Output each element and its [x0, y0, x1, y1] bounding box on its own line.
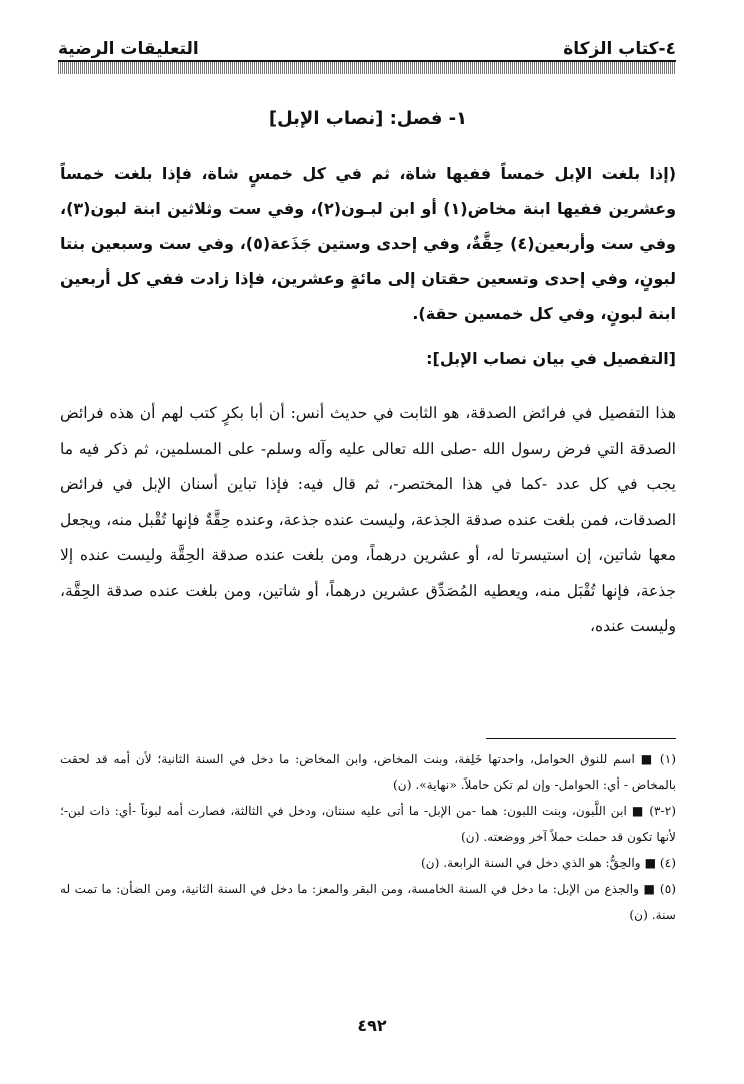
footnote: (٥) ■ والجذع من الإبل: ما دخل في السنة الخامسة، ومن البقر والمعز: ما دخل في السنة الثانية، ومن الضأن: ما تمت له سنة. (ن) [60, 882, 676, 922]
section-title: ١- فصل: [نصاب الإبل] [268, 108, 468, 129]
footnote: (٤) ■ والحِقُّ: هو الذي دخل في السنة الرابعة. (ن) [420, 856, 676, 870]
matn-paragraph: (إذا بلغت الإبل خمساً ففيها شاة، ثم في كل خمسٍ شاة، فإذا بلغت خمساً وعشرين ففيها ابنة مخاض(١) أو ابن لبـون(٢)، وفي ست وثلاثين ابنة لبون(٣)، وفي ست وأربعين(٤) حِقَّةٌ، وفي إحدى وستين جَذَعة(٥)، وفي ست وسبعين بنتا لبونٍ، وفي إحدى وتسعين حقتان إلى مائةٍ وعشرين، فإذا زادت ففي كل أربعين ابنة لبونٍ، وفي كل خمسين حقة). [60, 164, 677, 323]
commentary-paragraph: هذا التفصيل في فرائض الصدقة، هو الثابت في حديث أنس: أن أبا بكرٍ كتب لهم أن هذه فرائض الصدقة التي فرض رسول الله -صلى الله تعالى عليه وآله وسلم- على المسلمين، ثم ذكر فيه ما يجب في كل عدد -كما في هذا المختصر-، ثم قال فيه: فإذا تباين أسنان الإبل في فرائض الصدقات، فمن بلغت عنده صدقة الجذعة، وليست عنده جذعة، وعنده حِقَّةٌ فإنها تُقْبل منه، ويجعل معها شاتين، إن استيسرتا له، أو عشرين درهماً، ومن بلغت عنده صدقة الحِقَّة وليست عنده إلا جذعة، فإنها تُقْبَل منه، ويعطيه المُصَدِّق عشرين درهماً، أو شاتين، ومن بلغت عنده صدقة الحِقَّة، وليست عنده، [60, 404, 676, 635]
footnote-rule [486, 738, 676, 739]
running-header [58, 30, 676, 60]
book-title: التعليقات الرضية [58, 39, 199, 59]
chapter-title: ٤-كتاب الزكاة [563, 39, 676, 59]
footnote: (٢-٣) ■ ابن اللَّبون، وبنت اللبون: هما -من الإبل- ما أتى عليه سنتان، ودخل في الثالثة، فصارت أمه لبوناً -أي: ذات لبن-؛ لأنها تكون قد حملت حملاً آخر ووضعته. (ن) [60, 804, 676, 844]
page-number: ٤٩٢ [357, 1016, 387, 1035]
footnote: (١) ■ اسم للنوق الحوامل، واحدتها خَلِفة، وبنت المخاض، وابن المخاض: ما دخل في السنة الثانية؛ لأن أمه قد لحقت بالمخاض - أي: الحوامل- وإن لم تكن حاملاً. «نهاية». (ن) [60, 752, 676, 792]
subheading: [التفصيل في بيان نصاب الإبل]: [426, 349, 676, 368]
footnotes [60, 746, 676, 928]
main-text [60, 102, 676, 645]
header-rule [58, 60, 676, 74]
